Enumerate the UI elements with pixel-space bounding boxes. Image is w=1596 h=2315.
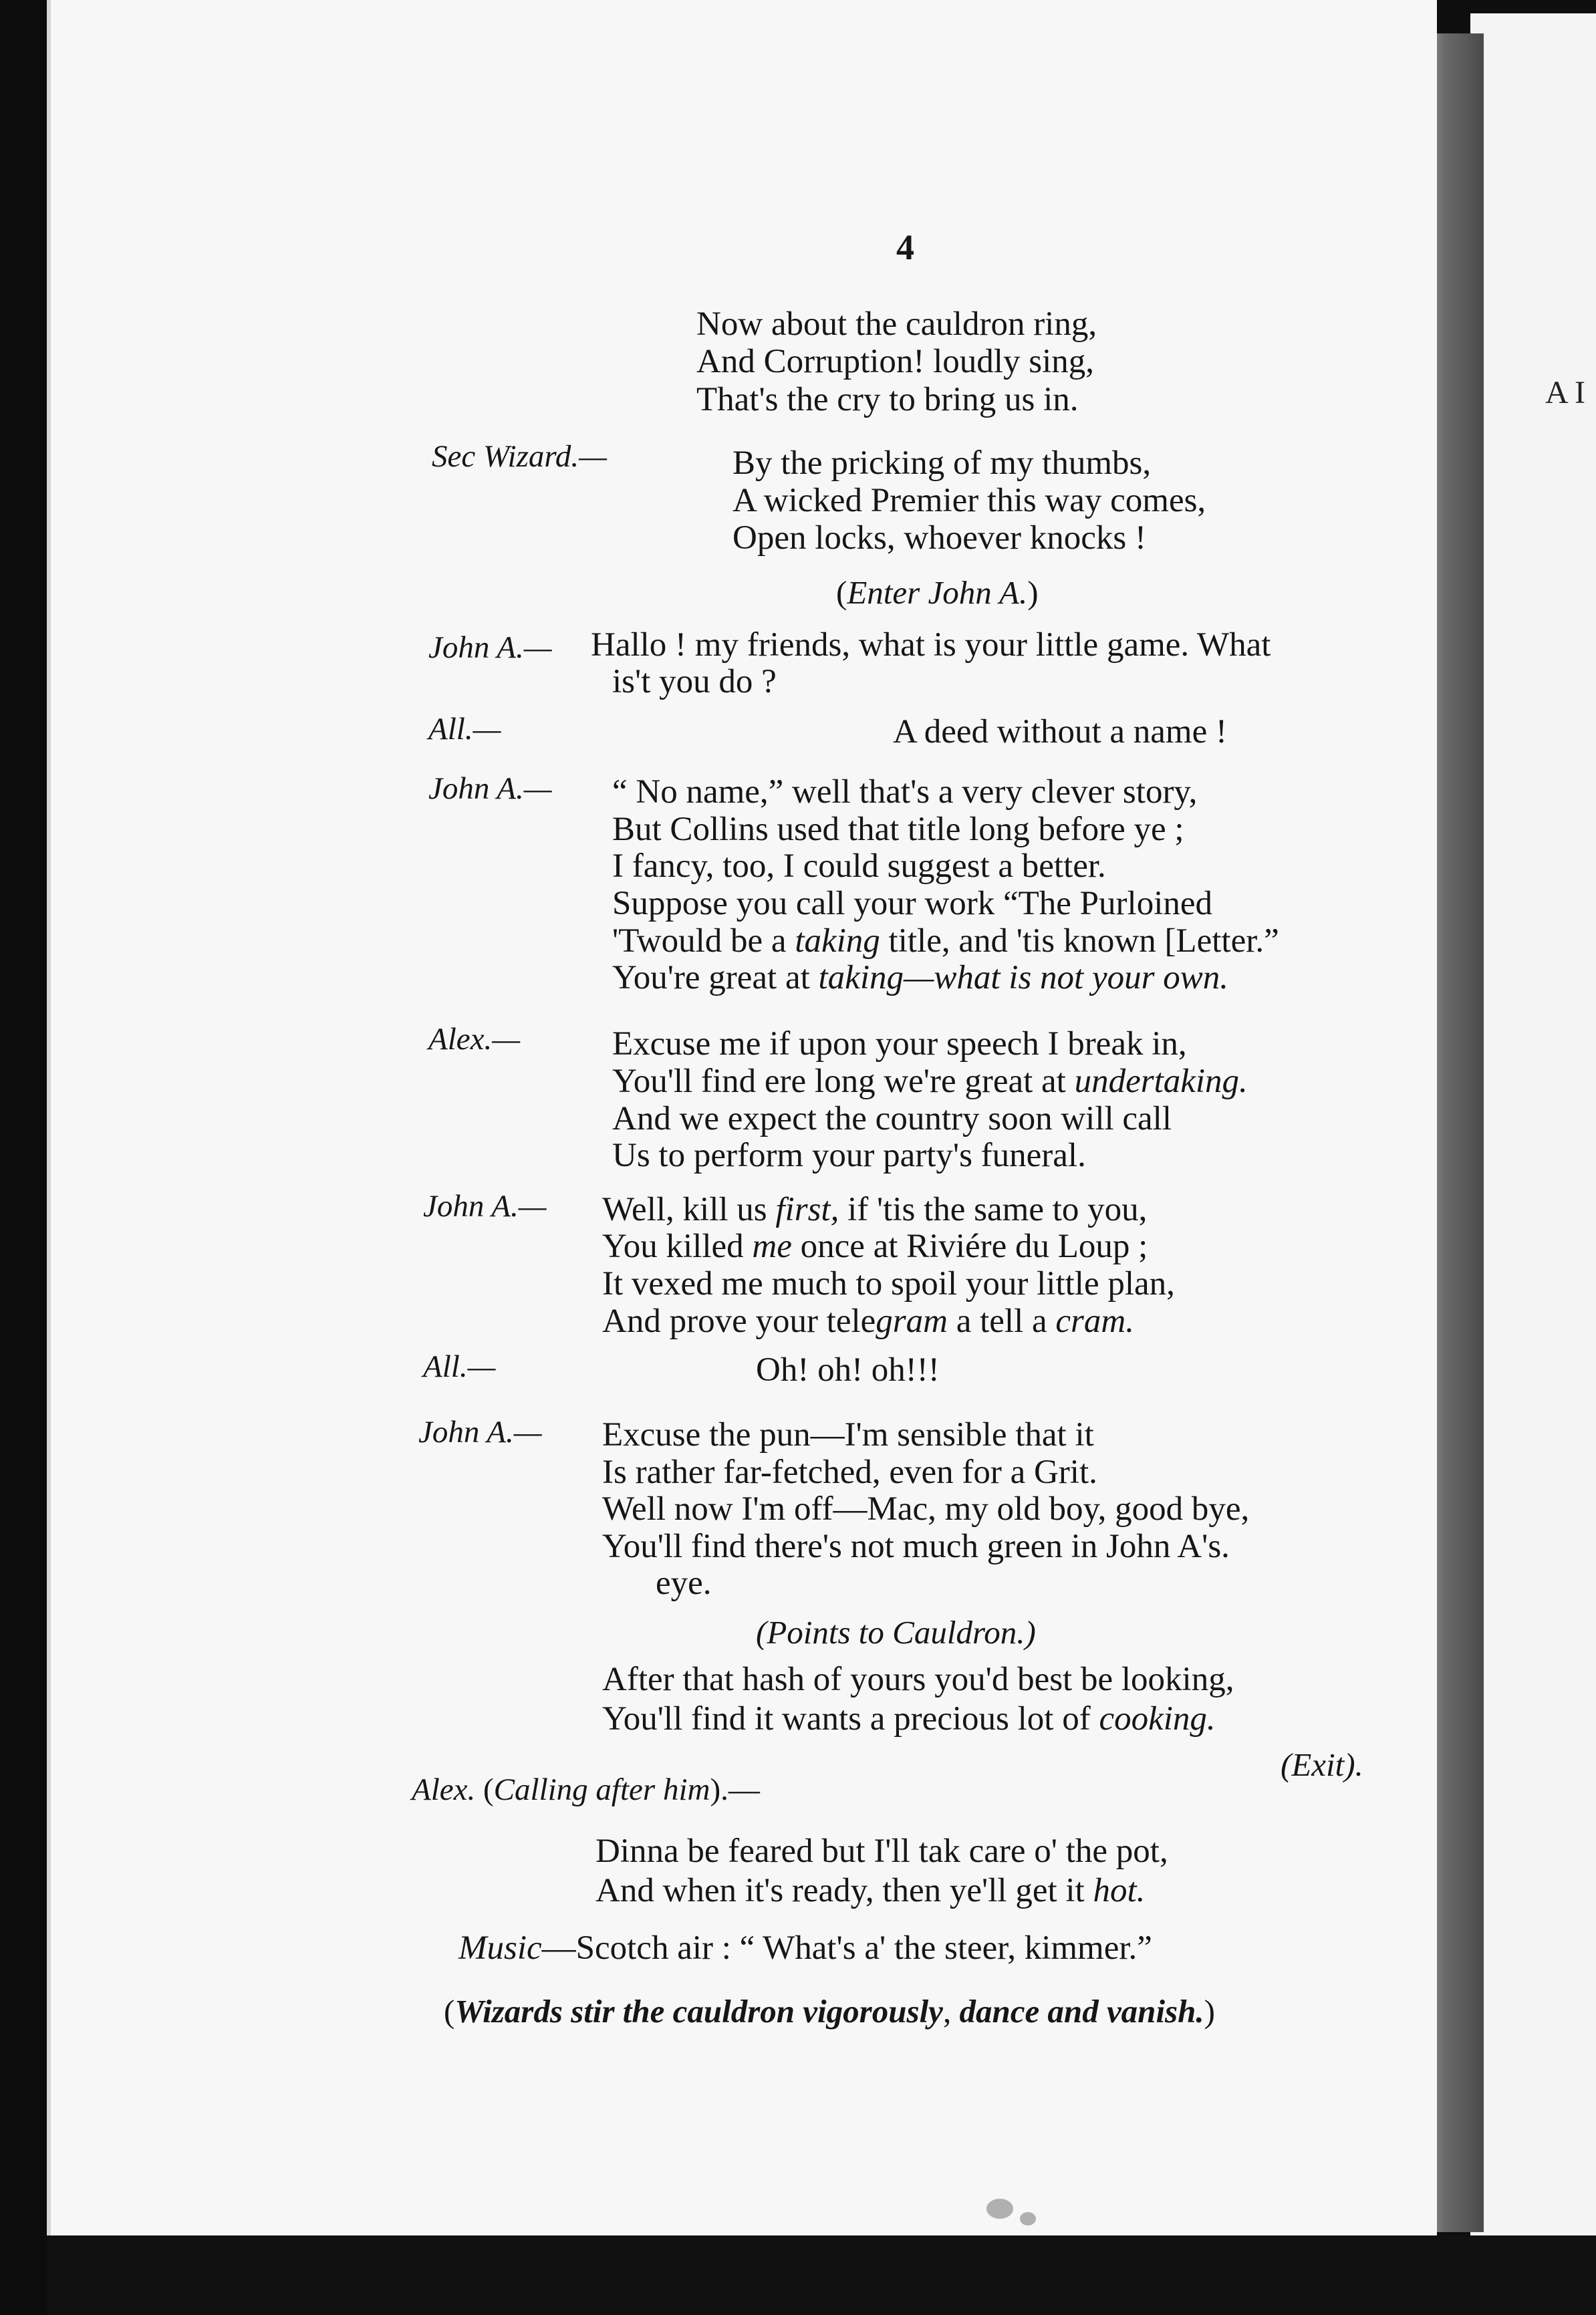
verse-line: eye. [656, 1564, 712, 1602]
verse-line: You killed me once at Riviére du Loup ; [602, 1228, 1148, 1265]
verse-line: That's the cry to bring us in. [696, 381, 1079, 418]
adjacent-page [1470, 13, 1596, 2272]
stage-direction: (Points to Cauldron.) [756, 1614, 1036, 1651]
verse-line: Well now I'm off—Mac, my old boy, good bye, [602, 1490, 1250, 1528]
ink-smudge [986, 2199, 1013, 2219]
verse-line: Excuse me if upon your speech I break in, [612, 1025, 1187, 1063]
verse-line: And when it's ready, then ye'll get it hot. [595, 1872, 1146, 1909]
verse-line: And prove your telegram a tell a cram. [602, 1303, 1134, 1340]
verse-line: You'll find it wants a precious lot of cooking. [602, 1700, 1216, 1738]
verse-line: But Collins used that title long before ye ; [612, 811, 1184, 848]
speaker-john-a: John A.— [428, 771, 552, 806]
speaker-sec-wizard: Sec Wizard.— [432, 439, 607, 474]
verse-line: By the pricking of my thumbs, [733, 444, 1152, 482]
speaker-john-a: John A.— [423, 1189, 547, 1224]
verse-line: Dinna be feared but I'll tak care o' the pot, [595, 1832, 1168, 1870]
verse-line: 'Twould be a taking title, and 'tis known [Letter.” [612, 922, 1279, 960]
dialogue-line: A deed without a name ! [893, 713, 1227, 751]
verse-line: After that hash of yours you'd best be looking, [602, 1661, 1234, 1698]
verse-line: You'll find ere long we're great at undertaking. [612, 1063, 1248, 1100]
dialogue-line: is't you do ? [612, 663, 777, 700]
speaker-alex: Alex. (Calling after him).— [412, 1772, 760, 1807]
stage-direction-exit: (Exit). [1281, 1746, 1363, 1783]
dialogue-line: Hallo ! my friends, what is your little game. What [591, 626, 1271, 664]
page-number: 4 [896, 227, 914, 267]
verse-line: Now about the cauldron ring, [696, 305, 1097, 343]
verse-line: It vexed me much to spoil your little plan, [602, 1265, 1175, 1303]
speaker-all: All.— [428, 712, 501, 746]
music-cue: Music—Scotch air : “ What's a' the steer, kimmer.” [458, 1929, 1152, 1967]
speaker-alex: Alex.— [428, 1022, 521, 1057]
bottom-border [47, 2235, 1596, 2315]
speaker-john-a: John A.— [418, 1415, 542, 1450]
ink-smudge [1020, 2212, 1036, 2225]
dialogue-line: Oh! oh! oh!!! [756, 1351, 940, 1389]
verse-line: Us to perform your party's funeral. [612, 1137, 1086, 1174]
verse-line: And Corruption! loudly sing, [696, 343, 1094, 380]
adjacent-page-text: A I [1545, 375, 1585, 410]
left-margin [0, 0, 47, 2315]
verse-line: Open locks, whoever knocks ! [733, 519, 1146, 557]
verse-line: Is rather far-fetched, even for a Grit. [602, 1454, 1097, 1491]
verse-line: A wicked Premier this way comes, [733, 482, 1206, 519]
verse-line: Well, kill us first, if 'tis the same to you, [602, 1191, 1148, 1228]
verse-line: Excuse the pun—I'm sensible that it [602, 1416, 1094, 1454]
page [47, 0, 1437, 2235]
verse-line: “ No name,” well that's a very clever story, [612, 773, 1198, 811]
verse-line: You're great at taking—what is not your own. [612, 959, 1228, 996]
speaker-john-a: John A.— [428, 630, 552, 665]
verse-line: You'll find there's not much green in John A's. [602, 1528, 1230, 1565]
final-stage-direction: (Wizards stir the cauldron vigorously, dance and vanish.) [444, 1993, 1215, 2030]
stage-direction: (Enter John A.) [836, 574, 1039, 611]
verse-line: Suppose you call your work “The Purloined [612, 885, 1213, 922]
speaker-all: All.— [423, 1349, 496, 1384]
verse-line: And we expect the country soon will call [612, 1100, 1172, 1137]
verse-line: I fancy, too, I could suggest a better. [612, 847, 1106, 885]
